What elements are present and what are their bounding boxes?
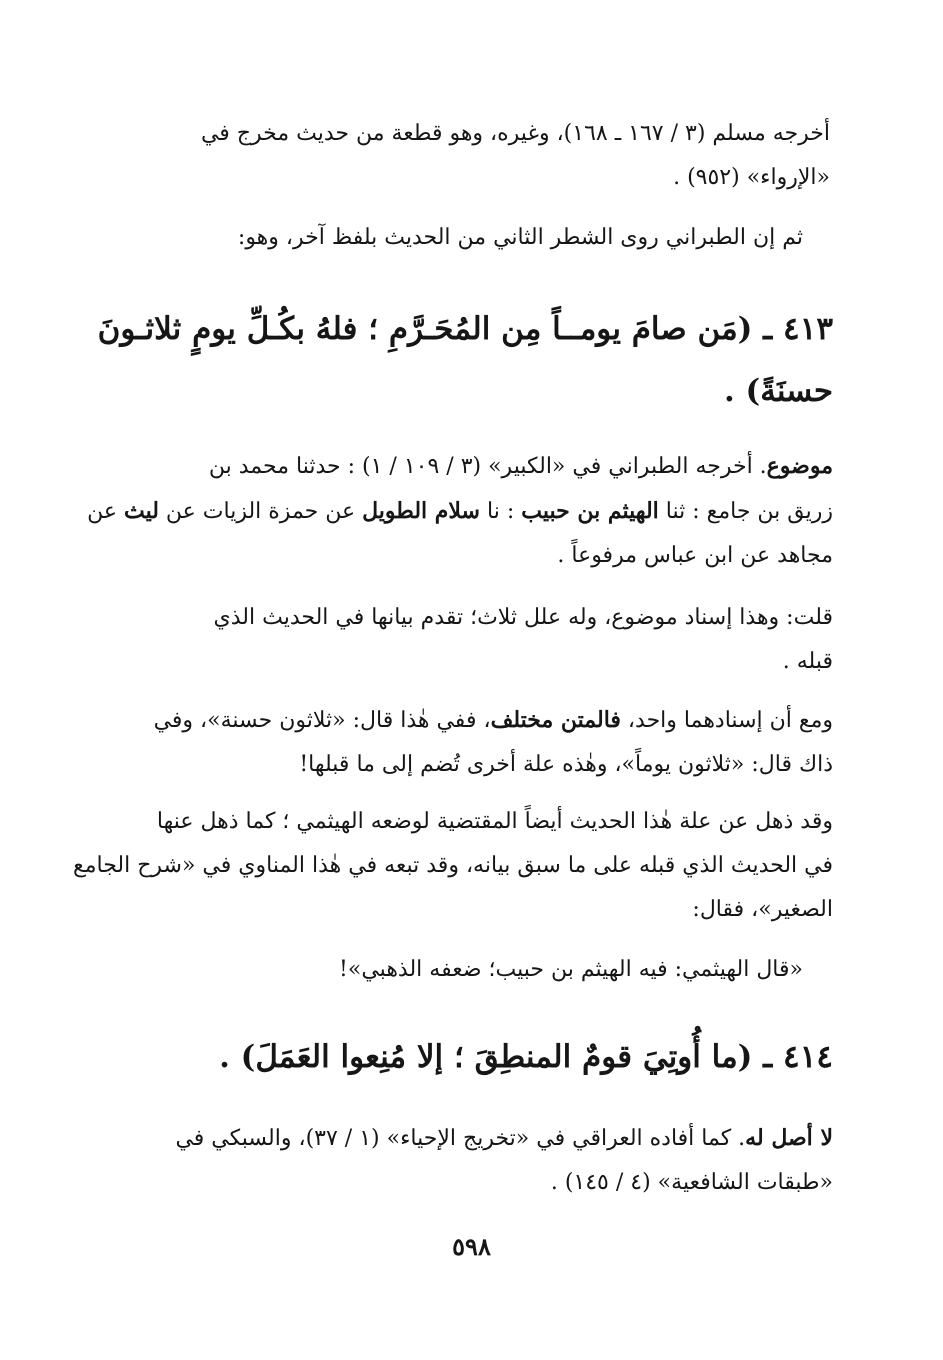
narrator-name: ليث bbox=[123, 498, 159, 524]
text-line: «طبقات الشافعية» (٤ / ١٤٥) . bbox=[550, 1170, 833, 1195]
text-line bbox=[87, 489, 833, 534]
paragraph-tabarani-intro bbox=[238, 216, 803, 260]
text-line: «الإرواء» (٩٥٢) . bbox=[673, 165, 830, 190]
narrator-name: الهيثم بن حبيب bbox=[521, 498, 659, 524]
hadith-414 bbox=[219, 1026, 833, 1088]
text-line bbox=[154, 698, 833, 743]
text-segment: زريق بن جامع : ثنا bbox=[658, 499, 833, 524]
paragraph-ruling-413 bbox=[87, 444, 833, 578]
text-line: في الحديث الذي قبله على ما سبق بيانه، وقد تبعه في هٰذا المناوي في «شرح الجامع bbox=[73, 853, 833, 878]
text-line: الصغير»، فقال: bbox=[692, 897, 833, 922]
text-segment: ومع أن إسنادهما واحد، bbox=[620, 708, 833, 733]
quotation-haythami bbox=[339, 948, 803, 992]
text-line bbox=[87, 444, 833, 489]
paragraph-ruling-414 bbox=[175, 1116, 833, 1205]
text-segment: . أخرجه الطبراني في «الكبير» (٣ / ١٠٩ / ١) : حدثنا محمد بن bbox=[208, 454, 767, 479]
paragraph-matn-difference bbox=[154, 698, 833, 787]
text-line: قلت: وهذا إسناد موضوع، وله علل ثلاث؛ تقدم بيانها في الحديث الذي bbox=[213, 605, 833, 630]
paragraph-haythami-note bbox=[73, 800, 833, 932]
text-segment: : نا bbox=[480, 499, 522, 524]
hadith-line: حسنَةً) . bbox=[723, 373, 833, 409]
text-segment: عن حمزة الزيات عن bbox=[158, 499, 363, 524]
page-number: ٥٩٨ bbox=[452, 1232, 491, 1261]
text-segment: عن bbox=[87, 499, 124, 524]
text-line: «قال الهيثمي: فيه الهيثم بن حبيب؛ ضعفه الذهبي»! bbox=[339, 957, 803, 982]
narrator-name: سلام الطويل bbox=[362, 498, 480, 524]
text-line: قبله . bbox=[782, 649, 833, 674]
hadith-line: ٤١٤ ـ (ما أُوتِيَ قومٌ المنطِقَ ؛ إلا مُنِعوا العَمَلَ) . bbox=[219, 1039, 833, 1075]
text-line: ذاك قال: «ثلاثون يوماً»، وهٰذه علة أخرى تُضم إلى ما قبلها! bbox=[299, 752, 833, 777]
text-segment: . كما أفاده العراقي في «تخريج الإحياء» (١ / ٣٧)، والسبكي في bbox=[175, 1126, 746, 1151]
hadith-413 bbox=[98, 298, 833, 422]
paragraph-muslim-reference bbox=[201, 112, 830, 200]
paragraph-qultu bbox=[214, 596, 833, 684]
text-line: ثم إن الطبراني روى الشطر الثاني من الحديث بلفظ آخر، وهو: bbox=[237, 225, 803, 250]
text-segment: ، ففي هٰذا قال: «ثلاثون حسنة»، وفي bbox=[153, 708, 491, 733]
text-line: أخرجه مسلم (٣ / ١٦٧ ـ ١٦٨)، وغيره، وهو قطعة من حديث مخرج في bbox=[200, 121, 830, 146]
text-line: وقد ذهل عن علة هٰذا الحديث أيضاً المقتضية لوضعه الهيثمي ؛ كما ذهل عنها bbox=[156, 809, 833, 834]
bold-phrase: فالمتن مختلف bbox=[490, 707, 621, 733]
text-line bbox=[175, 1116, 833, 1161]
text-line: مجاهد عن ابن عباس مرفوعاً . bbox=[557, 543, 833, 568]
ruling-label: موضوع bbox=[766, 453, 833, 479]
ruling-label: لا أصل له bbox=[745, 1125, 833, 1151]
hadith-line: ٤١٣ ـ (مَن صامَ يومــاً مِن المُحَـرَّمِ ؛ فلهُ بكُـلِّ يومٍ ثلاثـونَ bbox=[97, 311, 833, 347]
